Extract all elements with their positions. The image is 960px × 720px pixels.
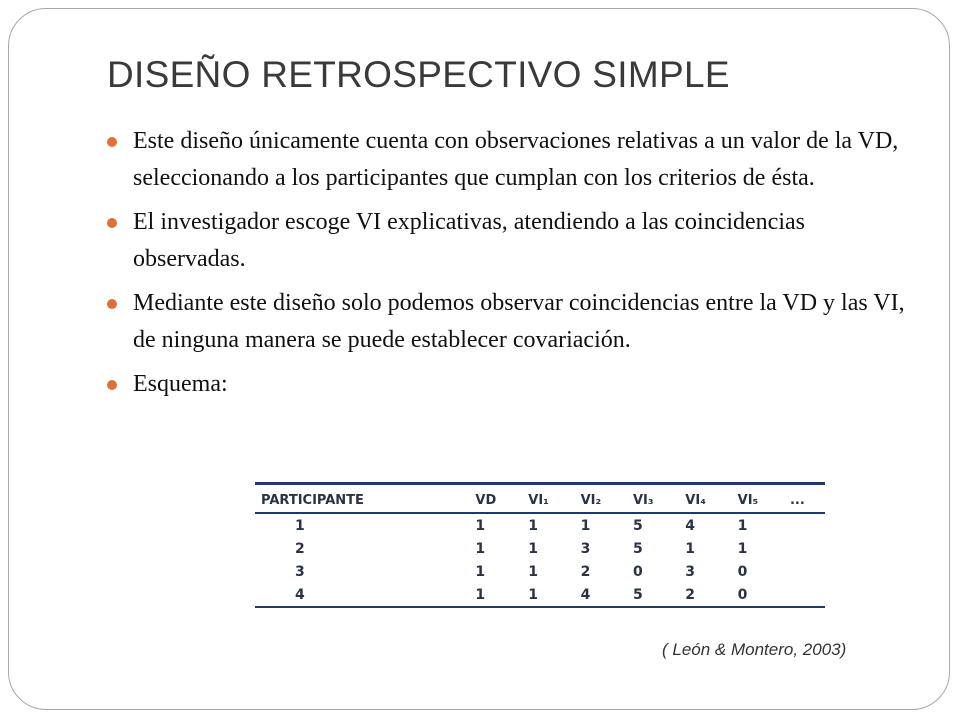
scheme-table-container xyxy=(255,482,825,608)
table-cell xyxy=(784,560,825,583)
table-cell: 1 xyxy=(685,540,696,557)
bullet-dot-icon xyxy=(107,137,117,147)
table-cell: 0 xyxy=(632,563,643,580)
table-cell: 4 xyxy=(685,517,696,534)
table-cell xyxy=(784,583,825,607)
bullet-text: Esquema: xyxy=(133,371,228,397)
table-cell xyxy=(784,537,825,560)
scheme-table xyxy=(255,482,825,608)
header-vi5: VI₅ xyxy=(732,484,784,514)
header-vi3: VI₃ xyxy=(627,484,679,514)
bullet-item xyxy=(133,123,923,197)
header-vd: VD xyxy=(469,484,522,514)
bullet-item xyxy=(133,204,923,278)
table-cell: 3 xyxy=(685,563,696,580)
table-cell: 0 xyxy=(737,563,748,580)
header-more: ... xyxy=(784,484,825,514)
table-cell: 5 xyxy=(627,583,679,607)
bullet-dot-icon xyxy=(107,299,117,309)
table-cell: 1 xyxy=(528,540,539,557)
slide-title: DISEÑO RETROSPECTIVO SIMPLE xyxy=(107,54,730,95)
table-cell: 3 xyxy=(580,540,591,557)
table-cell: 1 xyxy=(475,540,486,557)
table-row xyxy=(255,513,825,537)
header-vi1: VI₁ xyxy=(522,484,574,514)
table-cell: 5 xyxy=(632,540,643,557)
bullet-item xyxy=(133,366,923,403)
table-row xyxy=(255,583,825,607)
table-cell: 2 xyxy=(679,583,731,607)
bullet-dot-icon xyxy=(107,380,117,390)
bullet-text: El investigador escoge VI explicativas, atendiendo a las coincidencias observadas. xyxy=(133,209,805,272)
table-cell: 4 xyxy=(255,583,469,607)
bullet-list xyxy=(133,123,923,410)
table-row xyxy=(255,537,825,560)
table-row xyxy=(255,560,825,583)
table-cell: 1 xyxy=(475,517,486,534)
table-cell: 3 xyxy=(295,563,305,580)
table-cell xyxy=(784,513,825,537)
table-cell: 1 xyxy=(528,563,539,580)
header-participante: PARTICIPANTE xyxy=(255,484,469,514)
bullet-text: Mediante este diseño solo podemos observar coincidencias entre la VD y las VI, de ninguna manera se puede establecer covariación. xyxy=(133,290,905,353)
header-vi4: VI₄ xyxy=(679,484,731,514)
table-cell: 5 xyxy=(632,517,643,534)
bullet-item xyxy=(133,285,923,359)
table-cell: 1 xyxy=(528,517,539,534)
table-cell: 1 xyxy=(522,583,574,607)
table-cell: 2 xyxy=(580,563,591,580)
table-cell: 1 xyxy=(295,517,305,534)
table-cell: 1 xyxy=(475,563,486,580)
bullet-dot-icon xyxy=(107,218,117,228)
table-cell: 1 xyxy=(580,517,591,534)
table-cell: 1 xyxy=(469,583,522,607)
bullet-text: Este diseño únicamente cuenta con observaciones relativas a un valor de la VD, seleccionando a los participantes que cumplan con los criterios de ésta. xyxy=(133,128,899,191)
table-cell: 2 xyxy=(295,540,305,557)
table-cell: 1 xyxy=(737,517,748,534)
header-vi2: VI₂ xyxy=(575,484,627,514)
table-header-row xyxy=(255,484,825,514)
table-cell: 0 xyxy=(732,583,784,607)
table-cell: 4 xyxy=(575,583,627,607)
source-citation: ( León & Montero, 2003) xyxy=(662,640,847,659)
table-cell: 1 xyxy=(737,540,748,557)
